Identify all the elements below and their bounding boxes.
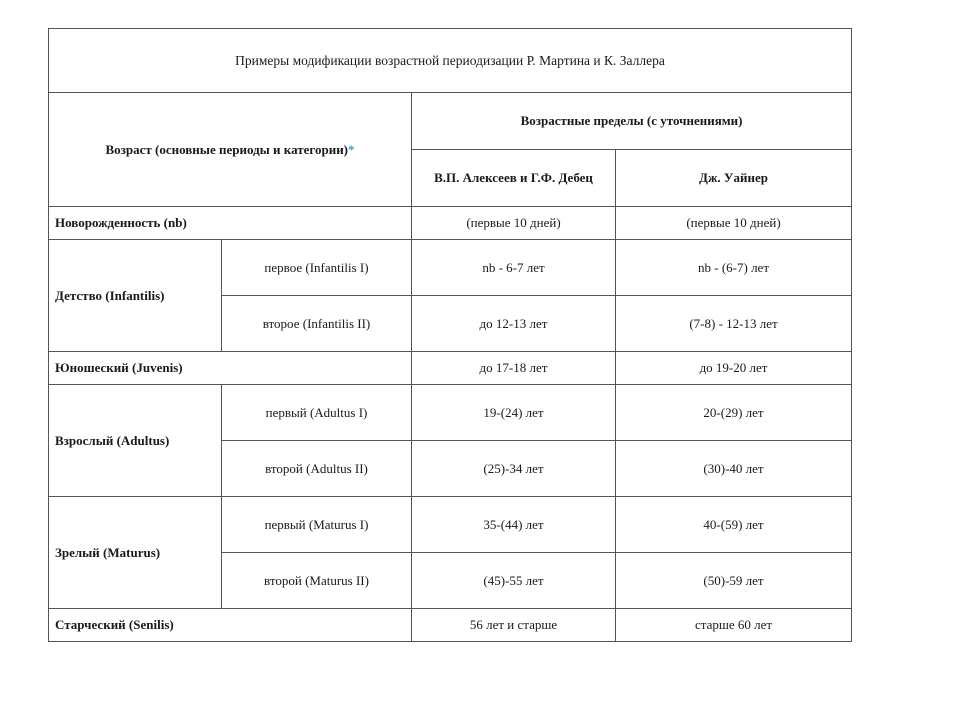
cell-alekseev: nb - 6-7 лет	[412, 240, 616, 296]
age-header-asterisk: *	[348, 141, 355, 157]
cell-alekseev: 19-(24) лет	[412, 385, 616, 441]
category-senilis: Старческий (Senilis)	[49, 609, 412, 642]
subcategory-infantilis-1: первое (Infantilis I)	[222, 240, 412, 296]
age-column-header	[49, 93, 412, 207]
cell-alekseev: (первые 10 дней)	[412, 207, 616, 240]
cell-wiener: (50)-59 лет	[616, 553, 852, 609]
cell-alekseev: 56 лет и старше	[412, 609, 616, 642]
cell-alekseev: 35-(44) лет	[412, 497, 616, 553]
category-maturus: Зрелый (Maturus)	[49, 497, 222, 609]
alekseev-column-header: В.П. Алексеев и Г.Ф. Дебец	[412, 150, 616, 207]
table-title: Примеры модификации возрастной периодизации Р. Мартина и К. Заллера	[49, 29, 852, 93]
category-infantilis: Детство (Infantilis)	[49, 240, 222, 352]
cell-wiener: (7-8) - 12-13 лет	[616, 296, 852, 352]
subcategory-adultus-1: первый (Adultus I)	[222, 385, 412, 441]
subcategory-infantilis-2: второе (Infantilis II)	[222, 296, 412, 352]
limits-header: Возрастные пределы (с уточнениями)	[412, 93, 852, 150]
cell-wiener: nb - (6-7) лет	[616, 240, 852, 296]
cell-wiener: 20-(29) лет	[616, 385, 852, 441]
cell-alekseev: до 12-13 лет	[412, 296, 616, 352]
cell-wiener: (первые 10 дней)	[616, 207, 852, 240]
cell-wiener: 40-(59) лет	[616, 497, 852, 553]
age-header-label: Возраст (основные периоды и категории)	[105, 141, 349, 157]
cell-wiener: старше 60 лет	[616, 609, 852, 642]
subcategory-adultus-2: второй (Adultus II)	[222, 441, 412, 497]
cell-wiener: (30)-40 лет	[616, 441, 852, 497]
cell-alekseev: до 17-18 лет	[412, 352, 616, 385]
category-juvenis: Юношеский (Juvenis)	[49, 352, 412, 385]
table-row	[49, 352, 852, 385]
table-row	[49, 240, 852, 296]
category-newborn: Новорожденность (nb)	[49, 207, 412, 240]
periodization-table	[48, 28, 852, 642]
cell-wiener: до 19-20 лет	[616, 352, 852, 385]
category-adultus: Взрослый (Adultus)	[49, 385, 222, 497]
table-row	[49, 497, 852, 553]
cell-alekseev: (45)-55 лет	[412, 553, 616, 609]
table-row	[49, 609, 852, 642]
table-row	[49, 385, 852, 441]
cell-alekseev: (25)-34 лет	[412, 441, 616, 497]
subcategory-maturus-1: первый (Maturus I)	[222, 497, 412, 553]
wiener-column-header: Дж. Уайнер	[616, 150, 852, 207]
table-row	[49, 207, 852, 240]
subcategory-maturus-2: второй (Maturus II)	[222, 553, 412, 609]
